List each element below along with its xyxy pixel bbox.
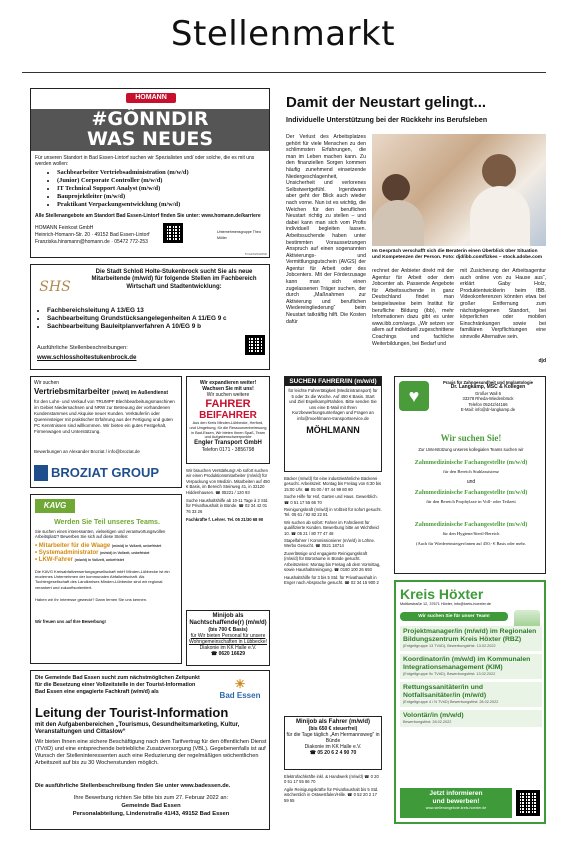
broziat-ad bbox=[30, 376, 182, 488]
fahrer-phone: Telefon 0171 - 3856798 bbox=[201, 447, 255, 454]
kavg-body: Die KAVG Kreisabfallverwertungsgesellschaft mbH Minden-Lübbecke ist ein modernes Unternehmen der kommunalen Abfallwirtschaft. Als Tochtergesellschaft des Landkreises Minden-Lübbecke sind wir regional verankert und zukunftsorientiert. bbox=[35, 569, 170, 590]
classified-ad: Fachkräfte f. Lehrer. Tel. 05 21/30 68 90 bbox=[186, 517, 264, 523]
list-item: • Sachbearbeitung Bauleitplanverfahren A 10/EG 9 b bbox=[47, 323, 247, 331]
praxis-intro: Zur Unterstützung unseres kollegialen Teams suchen wir bbox=[418, 447, 524, 452]
kreis-job-title: Volontär/in (m/w/d) bbox=[403, 712, 464, 719]
kavg-footer: Wir freuen uns auf Ihre Bewerbung! bbox=[35, 619, 106, 624]
kreis-job-meta: (Entgeltgruppe 9c TVöD), Bewerbungsfrist: 13.02.2022 bbox=[403, 672, 496, 676]
praxis-job-3-note: (Auch für Wiedereinsteiger/innen auf 450,- € Basis oder mehr. bbox=[416, 541, 526, 546]
praxis-doctor: Dr. Langkamp, MSC & Kollegen bbox=[450, 384, 526, 391]
homann-address-2: Heinrich-Homann-Str. 20 · 49152 Bad Essen-Lintorf bbox=[35, 232, 150, 238]
homann-banner bbox=[31, 109, 269, 151]
kreis-cta-1: Jetzt informieren bbox=[429, 790, 483, 797]
kreis-logo-1: Kreis bbox=[400, 586, 436, 602]
schloss-url[interactable]: www.schlossholtestukenbrock.de bbox=[37, 354, 137, 361]
classified-ad: Suche Hilfe für Hof, Garten und Haus. Gewerblich. ☎ 0 51 17 55 66 70 bbox=[284, 494, 378, 505]
kavg-heading: Werden Sie Teil unseres Teams. bbox=[54, 519, 160, 526]
list-item: • Sachbearbeitung Grundstücksangelegenheiten A 11/EG 9 c bbox=[47, 315, 247, 323]
minijob-phone: ☎ 05 20 6 2 4 90 70 bbox=[309, 750, 357, 756]
classified-ad: Elektrofachkräfte inkl. & Handwerk (m/w/d) ☎ 0 20 0 51 17 55 66 70 bbox=[284, 774, 379, 785]
broziat-role-name: Vertriebsmitarbeiter bbox=[34, 387, 110, 396]
list-item: • Praktikant Verpackungsentwicklung (m/w/d) bbox=[57, 201, 267, 209]
schloss-more: Ausführliche Stellenbeschreibungen: bbox=[37, 345, 128, 351]
kreis-job-list bbox=[400, 626, 542, 727]
classified-ad: Wir suchen ab sofort: Fahrer im Fahrdienst für qualifizierte Kunden. Bewerbung bitte an Wichtheid 10. ☎ 05 21 / 80 77 47 48 bbox=[284, 519, 379, 536]
kreis-job-title: Projektmanager/in (m/w/d) im Regionalen Bildungszentrum Kreis Höxter (RBZ) bbox=[403, 628, 537, 643]
kavg-job: Mitarbeiter für die Waage bbox=[38, 543, 111, 549]
schloss-heading: Die Stadt Schloß Holte-Stukenbrock sucht Sie als neue Mitarbeitende (m/w/d) für folgende Stellen im Fachbereich Wirtschaft und Stadtentwicklung: bbox=[91, 269, 257, 290]
praxis-head: Praxis für Zahngesundheit und Implantologie bbox=[442, 380, 534, 385]
praxis-wir-suchen: Wir suchen Sie! bbox=[440, 433, 502, 443]
list-item: • Bauprojektleiter (m/w/d) bbox=[57, 193, 267, 201]
kavg-job-suffix: (m/w/d) in Vollzeit, unbefristet bbox=[111, 544, 162, 548]
fahrer-company: Engler Transport GmbH bbox=[194, 440, 262, 447]
ad-code: TCA2/02/GRIND bbox=[244, 252, 267, 256]
kreis-job-meta: (Entgeltgruppe 4 / N TVöD) Bewerbungsfrist: 28.02.2022 bbox=[403, 700, 499, 704]
schloss-ad bbox=[30, 264, 270, 370]
praxis-job-1-sub: für den Bereich Stuhlassistenz bbox=[443, 469, 499, 474]
list-item: • (Junior) Corporate Controller (m/w/d) bbox=[57, 177, 267, 185]
kreis-job bbox=[400, 710, 542, 727]
list-item: • Systemadministrator (m/w/d) in Vollzeit, unbefristet bbox=[35, 550, 150, 556]
minijob-2-ad bbox=[284, 716, 382, 770]
tourist-address-2: Personalabteilung, Lindenstraße 41/43, 49152 Bad Essen bbox=[72, 811, 230, 817]
minijob-company: Diakonie im KK Halle e.V. bbox=[199, 645, 257, 651]
list-item: • Sachbearbeiter Vertriebsadministration (m/w/d) bbox=[57, 169, 267, 177]
kreis-job bbox=[400, 626, 542, 651]
minijob-sub: (bis 650 € steuerfrei) bbox=[308, 726, 358, 732]
shs-logo: SHS bbox=[39, 279, 71, 295]
list-item: • Mitarbeiter für die Waage (m/w/d) in Vollzeit, unbefristet bbox=[35, 543, 162, 549]
broziat-role-suffix: (m/w/d) im Außendienst bbox=[111, 390, 169, 396]
praxis-ad bbox=[394, 376, 546, 574]
tourist-body: Wir bieten Ihnen eine sichere Beschäftigung nach dem Tarifvertrag für den öffentlichen Dienst (TVöD) und eine entsprechende betriebliche Zusatzversorgung (VBL). Gegebenenfalls ist auf Wunsch der Stelleninteressenten auch eine Reduzierung der regelmäßigen wöchentlichen Arbeitszeit auf bis zu 30 Wochenstunden möglich. bbox=[35, 739, 267, 766]
praxis-job-1: Zahnmedizinische Fachangestellte (m/w/d) bbox=[414, 459, 528, 466]
tourist-intro: Die Gemeinde Bad Essen sucht zum nächstmöglichen Zeitpunkt für die Besetzung einer Vollzeitstelle in der Tourist-Information Bad Essen eine engagierte Fachkraft (w/m/d) als bbox=[35, 675, 200, 695]
article-signature: djd bbox=[538, 358, 546, 364]
minijob-sub: (bis 700 € Basis) bbox=[208, 627, 248, 633]
tourist-heading: Leitung der Tourist-Information bbox=[35, 705, 229, 720]
kavg-job: Systemadministrator bbox=[38, 550, 99, 556]
kreis-job-title: Rettungssanitäter/in und Notfallsanitäter/in (m/w/d) bbox=[403, 684, 487, 699]
kavg-job: LKW-Fahrer bbox=[38, 557, 73, 563]
homann-footer-line: Alle Stellenangebote am Standort Bad Essen-Lintorf finden Sie unter: www.homann.de/karriere bbox=[35, 213, 261, 219]
list-item: • LKW-Fahrer (m/w/d) in Vollzeit, unbefristet bbox=[35, 557, 124, 563]
qr-code-icon[interactable] bbox=[516, 790, 540, 816]
list-item: • IT Technical Support Analyst (m/w/d) bbox=[57, 185, 267, 193]
kavg-ad bbox=[30, 494, 182, 664]
fahrer-line-3: Wir suchen weitere bbox=[206, 392, 250, 398]
fahrer-line-1: Wir expandieren weiter! bbox=[199, 380, 257, 386]
tourist-subheading: mit den Aufgabenbereichen „Tourismus, Gesundheitsmarketing, Kultur, Veranstaltungen und Cittaslow“ bbox=[35, 722, 240, 736]
tourist-web: Die ausführliche Stellenbeschreibung finden Sie unter www.badessen.de. bbox=[35, 783, 231, 789]
homann-intro: Für unseren Standort in Bad Essen-Lintorf suchen wir Spezialisten und/ oder solche, die es mit uns werden wollen: bbox=[35, 155, 255, 167]
kreis-job bbox=[400, 682, 542, 707]
praxis-city: 33378 Rheda-Wiedenbrück bbox=[462, 396, 514, 402]
minijob-company: Diakonie im KK Halle e.V. bbox=[304, 744, 362, 750]
kreis-address: Moltkestraße 12, 37671 Höxter, info@kreis-hoexter.de bbox=[400, 602, 492, 606]
title-rule bbox=[22, 72, 546, 73]
moehlmann-header: SUCHEN FAHRER/IN (m/w/d) bbox=[285, 377, 381, 386]
article-column-1: Der Verlust des Arbeitsplatzes gehört für viele Menschen zu den schlimmsten Erfahrungen, die man im Leben machen kann. Zu den finanziellen Sorgen kommen häufig zunehmend einsetzende Niedergeschlagenheit, Unsicherheit und verlorenes Selbstwertgefühl. Irgendwann aber geht der Blick auch wieder nach vorne. Nun ist es wichtig, die Weichen für den beruflichen Neustart richtig zu stellen – und dabei kann man sich vom Profis individuell begleiten lassen. Arbeitssuchende haben unter bestimmten Voraussetzungen Anspruch auf einen sogenannten Aktivierungs- und Vermittlungsgutschein (AVGS) der Agentur für Arbeit oder des Jobcenters. Mit der Förderzusage kann man sich einen zugelassenen Träger suchen, der durch „Maßnahmen zur Aktivierung und beruflichen Wiedereingliederung“ beim Neustart tatkräftig hilft. Die Kosten dafür bbox=[286, 134, 366, 325]
kavg-job-list bbox=[35, 543, 181, 564]
kreis-cta-2: und bewerben! bbox=[432, 798, 480, 805]
tourist-address-1: Gemeinde Bad Essen bbox=[121, 803, 181, 809]
kreis-hoexter-ad bbox=[394, 580, 546, 824]
homann-address-1: HOMANN Feinkost GmbH bbox=[35, 225, 94, 231]
homann-headline-1: #GÖNNDIR bbox=[91, 108, 209, 130]
article-headline: Damit der Neustart gelingt... bbox=[286, 94, 487, 111]
qr-code-icon[interactable] bbox=[245, 335, 265, 355]
classified-ad: Bäcker (m/w/d) für eine industrieähnliche Bäckerei gesucht. Arbeitszeit: Montag bis Freitag von 6:30 bis 15:00 Uhr. ☎ 05 00 / 97 44 99 80 80 bbox=[284, 476, 382, 492]
praxis-address bbox=[433, 380, 543, 412]
bad-essen-logo-text: Bad Essen bbox=[219, 691, 261, 700]
praxis-job-3-sub: für den Hygiene/Steril-Bereich bbox=[442, 531, 500, 536]
person-head-icon bbox=[382, 174, 410, 202]
classified-ad: Reinigungskraft (m/w/d) in Vollzeit für sofort gesucht. Tel. 05 61 / 92 82 22 81 bbox=[284, 507, 382, 518]
article-column-3: mit Zusicherung der Arbeitsagentur auch online von zu Hause aus“, erklärt Gaby Holz, Produktentwicklerin beim IBB. Videokonferenzen könnten etwa bei großer Entfernung zum nächstgelegenen Standort, bei körperlichen oder mobilen Einschränkungen sowie bei familiären Verpflichtungen eine sinnvolle Alternative sein. bbox=[460, 268, 546, 340]
tourist-ad bbox=[30, 670, 270, 830]
kreis-job-title: Koordinator/in (m/w/d) im Kommunalen Integrationsmanagement (KIM) bbox=[403, 656, 531, 671]
kreis-logo-2: Höxter bbox=[438, 586, 484, 602]
classified-ad: Agile Reinigungskräfte für Privathaushalt bis 5 Std. wöchentlich in Ostwestfalen/Hille. ☎ 0 52 20 2 17 59 55 bbox=[284, 786, 379, 803]
kreis-cta-button[interactable] bbox=[400, 788, 512, 818]
homann-brand-right: Unternehmensgruppe Theo Müller bbox=[217, 230, 261, 240]
minijob-title: Minijob als Fahrer (m/w/d) bbox=[295, 719, 370, 725]
minijob-body: für die Tage täglich „Am Hermannsweg“ in Bünde bbox=[286, 732, 380, 744]
classified-ad: Haushaltshilfe für 3 bis 5 Std. für Privathaushalt in Enger nach Absprache gesucht. ☎ 02 34 15 900 2 bbox=[284, 574, 379, 585]
person-body-icon bbox=[372, 200, 424, 246]
homann-headline-2: WAS NEUES bbox=[86, 128, 214, 150]
praxis-tel: Telefon 05242/44166 bbox=[468, 401, 508, 407]
broziat-contact: Bewerbungen an Alexander Broziat / info@broziat.de bbox=[34, 449, 140, 454]
person-body-icon bbox=[470, 186, 530, 246]
moehlmann-ad bbox=[284, 376, 382, 472]
minijob-body: für Wir bieten Personal für unsere Wohngemeinschaften in Lübbecke! bbox=[188, 633, 267, 645]
broziat-body: für den Lohn- und Verkauf von TRUMPF Blechbearbeitungsmaschinen im Gebiet Niedersachsen und NRW zur Betreuung der vorhandenen Kundenstammes und Akquise neuer Kunden. Verkäufer/in oder Quereinsteiger mit praktischer Erfahrung aus der Fertigung und guten PC Kenntnissen sind willkommen. Wir bieten ein gutes Festgehalt, Firmenwagen und Unterstützung. bbox=[34, 399, 175, 434]
classifieds-mid bbox=[186, 468, 270, 526]
fahrer-ad bbox=[186, 376, 270, 464]
kavg-job-suffix: (m/w/d) in Vollzeit, unbefristet bbox=[100, 551, 150, 555]
broziat-role bbox=[34, 387, 182, 398]
bad-essen-logo bbox=[213, 677, 267, 700]
kavg-intro: Sie suchen einen interessanten, vielseitigen und verantwortungsvollen Arbeitsplatz? Bewerben Sie sich auf diese Stellen: bbox=[35, 529, 166, 540]
kreis-cta-url[interactable]: www.stellenangebote.kreis-hoexter.de bbox=[425, 806, 487, 810]
kavg-logo: KAVG bbox=[35, 499, 75, 513]
broziat-wir-suchen: Wir suchen bbox=[34, 380, 60, 386]
kreis-job-meta: Bewerbungsfrist: 28.02.2022 bbox=[403, 720, 452, 724]
fahrer-body: Aus den Kreis Minden-Lübbecke, Herford, und Umgebung, für die Ressourcenbetreuung in Bad-Essen, Wir bieten Ihnen Spaß, Team und Aufgabenschwerpunkte bbox=[189, 421, 267, 440]
tourist-deadline: Ihre Bewerbung richten Sie bitte bis zum 27. Februar 2022 an: bbox=[73, 795, 229, 801]
article-subhead: Individuelle Unterstützung bei der Rückkehr ins Berufsleben bbox=[286, 117, 488, 124]
kreis-logo bbox=[400, 586, 540, 602]
praxis-und: und bbox=[466, 479, 476, 485]
kavg-job-suffix: (m/w/d) in Vollzeit, unbefristet bbox=[74, 558, 124, 562]
classified-ad: Zuverlässige und engagierte Reinigungskraft (m/w/d) für Büroräume in Bünde gesucht. Arbeitszeiten: Montag bis Freitag ab dem Vormittag, sowie Haushaltsreinigung. ☎ 0160 100 26 693 bbox=[284, 550, 381, 573]
photo-caption: Im Gespräch verschafft sich die Beraterin einen Überblick über Situation und Kompetenzen der Person. Foto: djd/ibb.com/fizkes – stock.adobe.com bbox=[372, 249, 543, 260]
kreis-job-meta: (Entgeltgruppe 13 TVöD), Bewerbungsfrist: 13.02.2022 bbox=[403, 644, 496, 648]
broziat-logo: BROZIAT GROUP bbox=[51, 465, 160, 480]
minijob-title: Minijob als Nachtschaffende(r) (m/w/d) bbox=[189, 613, 267, 626]
schloss-job-list bbox=[37, 307, 247, 331]
praxis-street: Großer Wall 6 bbox=[475, 390, 501, 396]
kreis-banner: Wir suchen Sie für unser Team! bbox=[400, 612, 508, 621]
classifieds-right bbox=[284, 476, 382, 587]
kreis-job bbox=[400, 654, 542, 679]
classified-ad: Wir brauchen Verstärkung! Ab sofort suchen wir einen Produktionsmitarbeiter (m/w/d) für Verpackung von Medizin. Mitarbeiten auf 450 € Basis, im Bereich Steinweg 41, in 32120 Hiddenhausen. ☎ 05221 / 120 93 bbox=[186, 468, 270, 495]
list-item: • Fachbereichsleitung A 13/EG 13 bbox=[47, 307, 247, 315]
fahrer-line-2: Wachsen Sie mit uns! bbox=[202, 386, 254, 392]
praxis-job-3: Zahnmedizinische Fachangestellte (m/w/d) bbox=[414, 521, 528, 528]
homann-job-list bbox=[47, 169, 267, 209]
praxis-job-2-sub: für den Bereich Prophylaxe in Voll- oder Teilzeit bbox=[426, 499, 516, 504]
tooth-icon: ♥ bbox=[399, 381, 429, 411]
minijob-phone: ☎ 0620 16629 bbox=[210, 651, 246, 657]
moehlmann-body: für leichte Fahrertätigkeit (Medizintransport) für 5 oder 3x die Woche. Auf 450 € Basis. Start und Ziel Espelkamp/Rahden. Bitte senden Sie uns eine E-Mail mit Ihren Kurzbewerbungsunterlagen und Fragen an info@moehlmann-transportservice.de bbox=[288, 388, 378, 421]
minijob-1-ad bbox=[186, 610, 270, 666]
person-head-icon bbox=[482, 154, 516, 188]
homann-logo: HOMANN bbox=[126, 93, 176, 103]
classified-ad: Suche Haushaltshilfe ab 10-11 Tage à 2 Std. für Privathaushalt in Bünde. ☎ 02 34 42 01 76 33 26 bbox=[186, 498, 269, 514]
moehlmann-logo: MÖHLMANN bbox=[306, 424, 360, 435]
article-column-2: rechnet der Anbieter direkt mit der Agentur für Arbeit oder dem Jobcenter ab. Passende Angebote für Arbeitssuchende in ganz Deutschland findet man beispielsweise beim Institut für berufliche Bildung (ibb), mehr Informationen dazu gibt es unter www.ibb.com/avgs. „Wir setzen vor allem auf individuell zugeschnittene Coachings und fachliche Weiterbildungen, bei Bedarf und bbox=[372, 268, 454, 347]
homann-ad bbox=[30, 88, 270, 258]
sun-icon: ☀ bbox=[234, 677, 246, 691]
broziat-logo-icon bbox=[34, 465, 48, 481]
praxis-job-2: Zahnmedizinische Fachangestellte (m/w/d) bbox=[414, 489, 528, 496]
fahrer-big-2: BEIFAHRER bbox=[199, 410, 257, 421]
kavg-more: Haben wir Ihr Interesse geweckt? Dann lernen Sie uns kennen. bbox=[35, 597, 148, 602]
page-title: Stellenmarkt bbox=[170, 14, 396, 54]
praxis-mail: E-Mail: info@dr-langkamp.de bbox=[460, 407, 516, 413]
classifieds-bottom bbox=[284, 774, 382, 803]
classified-ad: Stapelfahrer / Kommissionierer (m/w/d) in Löhne. Werbo Gesucht. ☎ 0521 18714 bbox=[284, 538, 375, 549]
homann-address-3: Franziska.hinsmann@homann.de · 05472 772-253 bbox=[35, 239, 148, 245]
fahrer-big: FAHRER bbox=[205, 398, 251, 410]
article-photo bbox=[372, 134, 546, 246]
qr-code-icon[interactable] bbox=[163, 223, 183, 243]
